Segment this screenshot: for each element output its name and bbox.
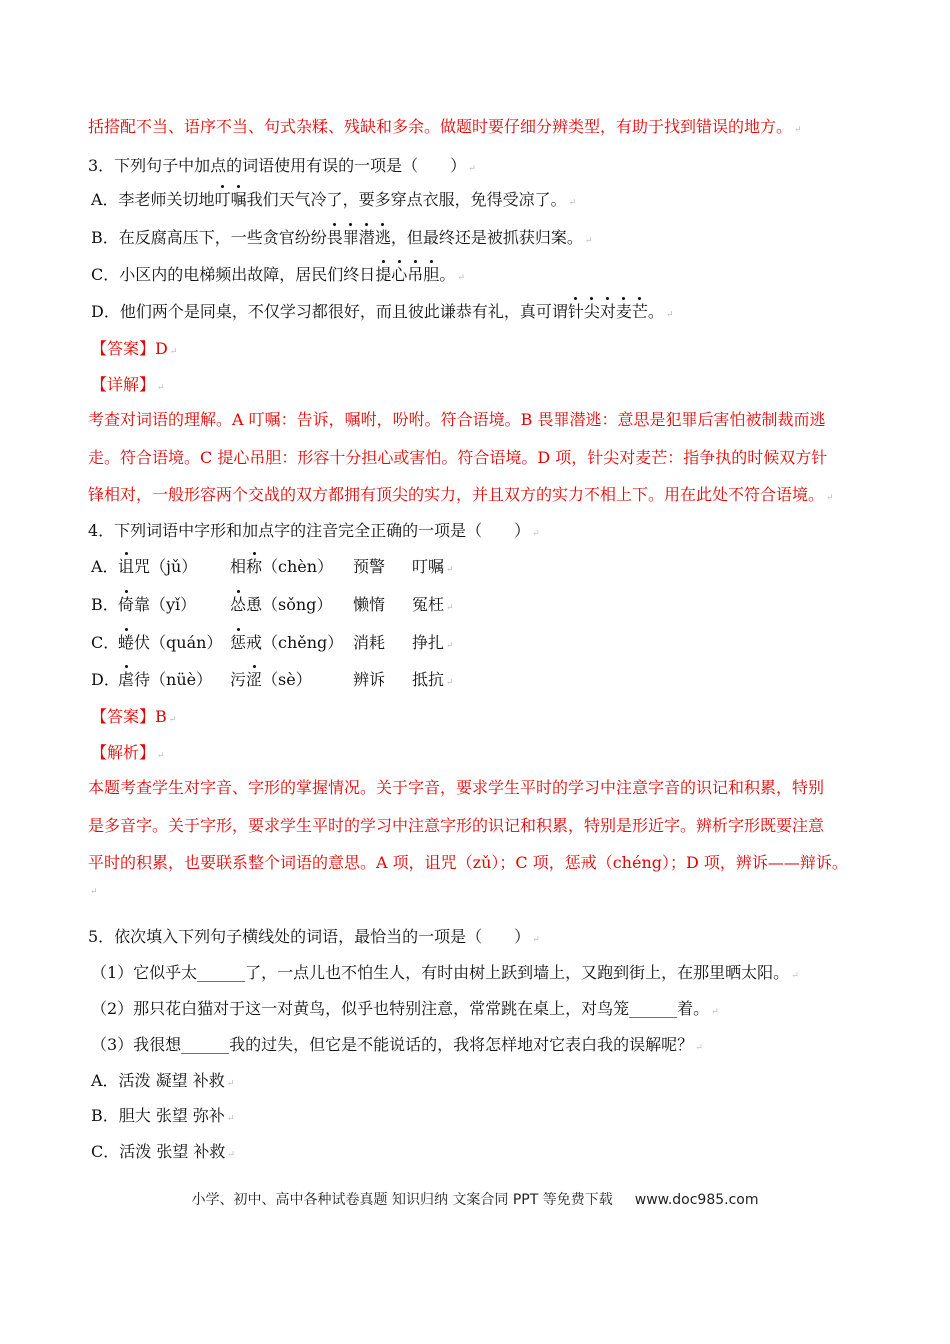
q3-answer: 【答案】D ↵ (91, 339, 178, 358)
intro-paragraph: 括搭配不当、语序不当、句式杂糅、残缺和多余。做题时要仔细分辨类型，有助于找到错误的地方。 ↵ (88, 117, 802, 136)
q3-option-d: D．他们两个是同桌，不仅学习都很好，而且彼此谦恭有礼，真可谓针尖对麦芒。 ↵ (91, 302, 674, 321)
q4-c-word-4: 挣扎 ↵ (412, 633, 454, 652)
q4-c-word-3: 消耗 (353, 633, 386, 652)
q4-d-word-1: 虐待（nüè） (118, 670, 213, 689)
q4-option-d: D． 虐待（nüè） 污涩（sè） 辨诉 抵抗 ↵ (91, 669, 491, 691)
q5-option-b: B．胆大 张望 弥补 ↵ (91, 1106, 235, 1125)
footer-text: 小学、初中、高中各种试卷真题 知识归纳 文案合同 PPT 等免费下载 (191, 1192, 613, 1208)
q4-analysis-line-1: 本题考查学生对字音、字形的掌握情况。关于字音，要求学生平时的学习中注意字音的识记和积累，特别 (88, 778, 825, 797)
q4-option-a: A． 诅咒（jǔ） 相称（chèn） 预警 叮嘱 ↵ (91, 556, 491, 578)
q4-a-word-2: 相称（chèn） (230, 557, 334, 576)
q4-analysis-line-2: 是多音字。关于字形，要求学生平时的学习中注意字形的识记和积累，特别是形近字。辨析字形既要注意 (88, 816, 825, 835)
q4-c-word-1: 蜷伏（quán） (118, 633, 223, 652)
q4-a-word-4: 叮嘱 ↵ (412, 557, 454, 576)
q4-d-word-2: 污涩（sè） (230, 670, 312, 689)
q4-b-word-3: 懒惰 (353, 595, 386, 614)
q4-d-word-4: 抵抗 ↵ (412, 670, 454, 689)
dotted-word: 提心吊胆 (375, 265, 440, 284)
q4-option-c: C． 蜷伏（quán） 惩戒（chěng） 消耗 挣扎 ↵ (91, 632, 491, 654)
q3-detail-line-2: 走。符合语境。C 提心吊胆：形容十分担心或害怕。符合语境。D 项，针尖对麦芒：指争执的时候双方针 (88, 448, 828, 467)
q5-sentence-3: （3）我很想______我的过失，但它是不能说话的，我将怎样地对它表白我的误解呢？ ↵ (91, 1035, 703, 1054)
q4-analysis-label: 【解析】 ↵ (91, 743, 165, 762)
q4-b-word-2: 怂恿（sǒng） (230, 595, 333, 614)
q4-d-word-3: 辨诉 (353, 670, 386, 689)
q5-option-a: A．活泼 凝望 补救 ↵ (91, 1071, 235, 1090)
q4-a-word-3: 预警 (353, 557, 386, 576)
dotted-word: 针尖对麦芒 (567, 302, 648, 321)
q4-b-word-1: 倚靠（yǐ） (118, 595, 197, 614)
q4-stem: 4．下列词语中字形和加点字的注音完全正确的一项是（ ） ↵ (88, 521, 540, 540)
q4-b-word-4: 冤枉 ↵ (412, 595, 454, 614)
q3-option-a: A．李老师关切地叮嘱我们天气冷了，要多穿点衣服，免得受凉了。 ↵ (91, 190, 577, 209)
q5-option-c: C．活泼 张望 补救 ↵ (91, 1142, 235, 1161)
page-footer (0, 1190, 950, 1210)
q4-a-word-1: 诅咒（jǔ） (118, 557, 198, 576)
dotted-word: 畏罪潜逃 (326, 228, 391, 247)
q5-sentence-1: （1）它似乎太______了，一点儿也不怕生人，有时由树上跃到墙上，又跑到街上，在那里晒太阳。 ↵ (91, 963, 799, 982)
q3-detail-label: 【详解】 ↵ (91, 375, 165, 394)
q4-option-b: B． 倚靠（yǐ） 怂恿（sǒng） 懒惰 冤枉 ↵ (91, 594, 491, 616)
q3-option-c: C．小区内的电梯频出故障，居民们终日提心吊胆。 ↵ (91, 265, 465, 284)
q3-option-b: B．在反腐高压下，一些贪官纷纷畏罪潜逃，但最终还是被抓获归案。 ↵ (91, 228, 593, 247)
q4-analysis-line-3: 平时的积累，也要联系整个词语的意思。A 项，诅咒（zǔ）；C 项，惩戒（chéng）；D 项，辨诉——辩诉。 (88, 853, 848, 872)
q3-detail-line-1: 考查对词语的理解。A 叮嘱：告诉，嘱咐，吩咐。符合语境。B 畏罪潜逃：意思是犯罪后害怕被制裁而逃 (88, 410, 826, 429)
dotted-word: 叮嘱 (214, 190, 247, 209)
q3-detail-line-3: 锋相对，一般形容两个交战的双方都拥有顶尖的实力，并且双方的实力不相上下。用在此处不符合语境。 ↵ (88, 485, 834, 504)
footer-url[interactable]: www.doc985.com (634, 1192, 759, 1208)
paragraph-mark: ↵ (90, 887, 98, 897)
q5-stem: 5．依次填入下列句子横线处的词语，最恰当的一项是（ ） ↵ (88, 927, 540, 946)
q4-answer: 【答案】B ↵ (91, 707, 177, 726)
q3-stem: 3．下列句子中加点的词语使用有误的一项是（ ） ↵ (88, 156, 476, 175)
q4-c-word-2: 惩戒（chěng） (230, 633, 344, 652)
q5-sentence-2: （2）那只花白猫对于这一对黄鸟，似乎也特别注意，常常跳在桌上，对鸟笼______着。 ↵ (91, 999, 719, 1018)
